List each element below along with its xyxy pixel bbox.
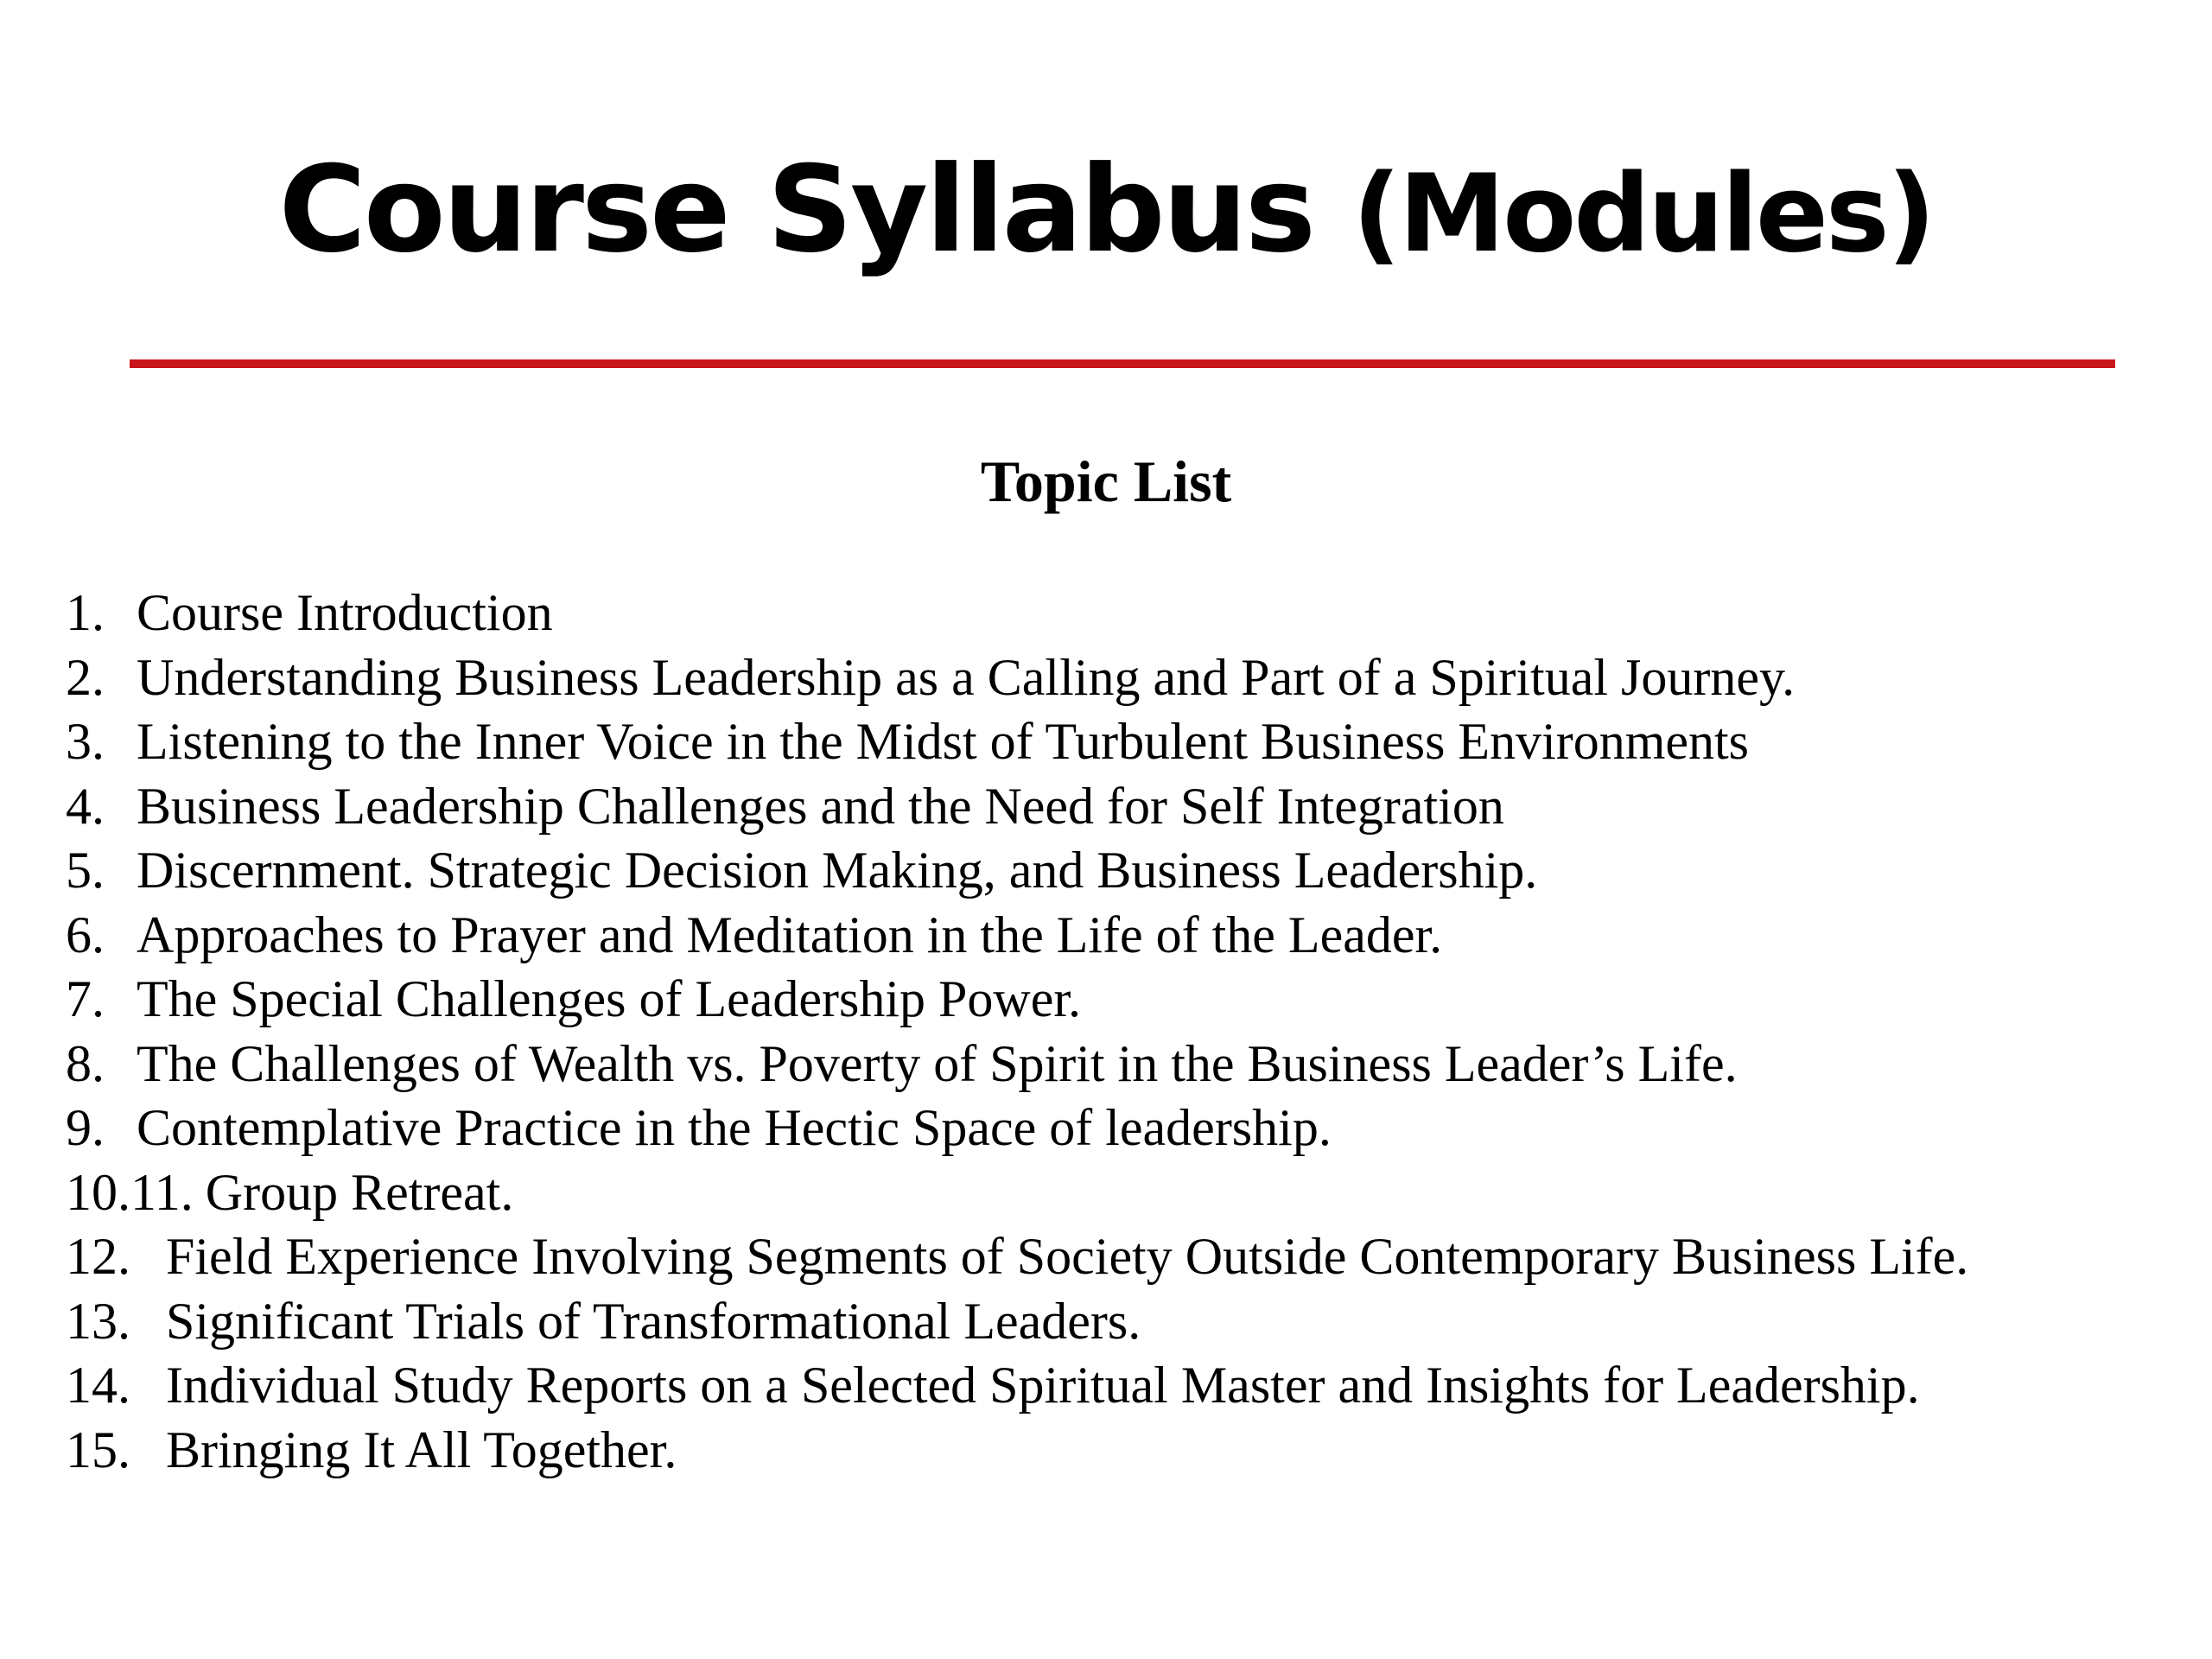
list-item-text: Listening to the Inner Voice in the Midst of Turbulent Business Environments	[137, 713, 1750, 770]
list-item	[66, 838, 2174, 903]
list-item	[66, 1289, 2174, 1354]
list-item-text: Bringing It All Together.	[166, 1421, 677, 1478]
list-item-text: Approaches to Prayer and Meditation in the Life of the Leader.	[137, 906, 1443, 963]
topic-list	[66, 581, 2174, 1482]
list-item	[66, 1224, 2174, 1289]
list-item-text: Contemplative Practice in the Hectic Space of leadership.	[137, 1099, 1332, 1156]
list-item-text: The Special Challenges of Leadership Power.	[137, 970, 1082, 1027]
list-item-text: Understanding Business Leadership as a Calling and Part of a Spiritual Journey.	[137, 648, 1796, 706]
list-item-text: Business Leadership Challenges and the Need for Self Integration	[137, 777, 1504, 835]
list-item	[66, 1032, 2174, 1096]
list-item-number: 12.	[66, 1228, 130, 1285]
list-item	[66, 709, 2174, 774]
list-item-number: 6.	[66, 906, 105, 963]
list-item-number: 9.	[66, 1099, 105, 1156]
list-item-text: Discernment. Strategic Decision Making, and Business Leadership.	[137, 842, 1538, 899]
list-item-number: 3.	[66, 713, 105, 770]
list-item	[66, 1160, 2174, 1225]
list-item	[66, 1418, 2174, 1483]
list-item	[66, 903, 2174, 968]
list-item-number: 14.	[66, 1357, 130, 1414]
section-heading: Topic List	[980, 448, 1232, 514]
list-item-number: 4.	[66, 777, 105, 835]
list-item-number: 7.	[66, 970, 105, 1027]
title-divider	[130, 359, 2115, 368]
list-item-text: Group Retreat.	[205, 1163, 514, 1221]
list-item	[66, 774, 2174, 839]
list-item-number: 13.	[66, 1292, 130, 1350]
list-item-text: Field Experience Involving Segments of Society Outside Contemporary Business Life.	[166, 1228, 1969, 1285]
list-item-text: Significant Trials of Transformational Leaders.	[166, 1292, 1141, 1350]
list-item	[66, 1353, 2174, 1418]
list-item-text: Individual Study Reports on a Selected Spiritual Master and Insights for Leadership.	[166, 1357, 1920, 1414]
list-item-number: 15.	[66, 1421, 130, 1478]
list-item-text: The Challenges of Wealth vs. Poverty of Spirit in the Business Leader’s Life.	[137, 1034, 1738, 1092]
list-item	[66, 967, 2174, 1032]
title-main: Course Syllabus	[278, 140, 1313, 279]
list-item	[66, 1096, 2174, 1160]
list-item-number: 1.	[66, 584, 105, 641]
list-item-number: 5.	[66, 842, 105, 899]
page-title	[0, 137, 2212, 288]
list-item-text: Course Introduction	[137, 584, 553, 641]
list-item-number: 2.	[66, 648, 105, 706]
list-item	[66, 581, 2174, 645]
title-parenthetical: (Modules)	[1352, 152, 1934, 276]
list-item	[66, 645, 2174, 710]
list-item-number: 8.	[66, 1034, 105, 1092]
list-item-number: 10.11.	[66, 1163, 194, 1221]
